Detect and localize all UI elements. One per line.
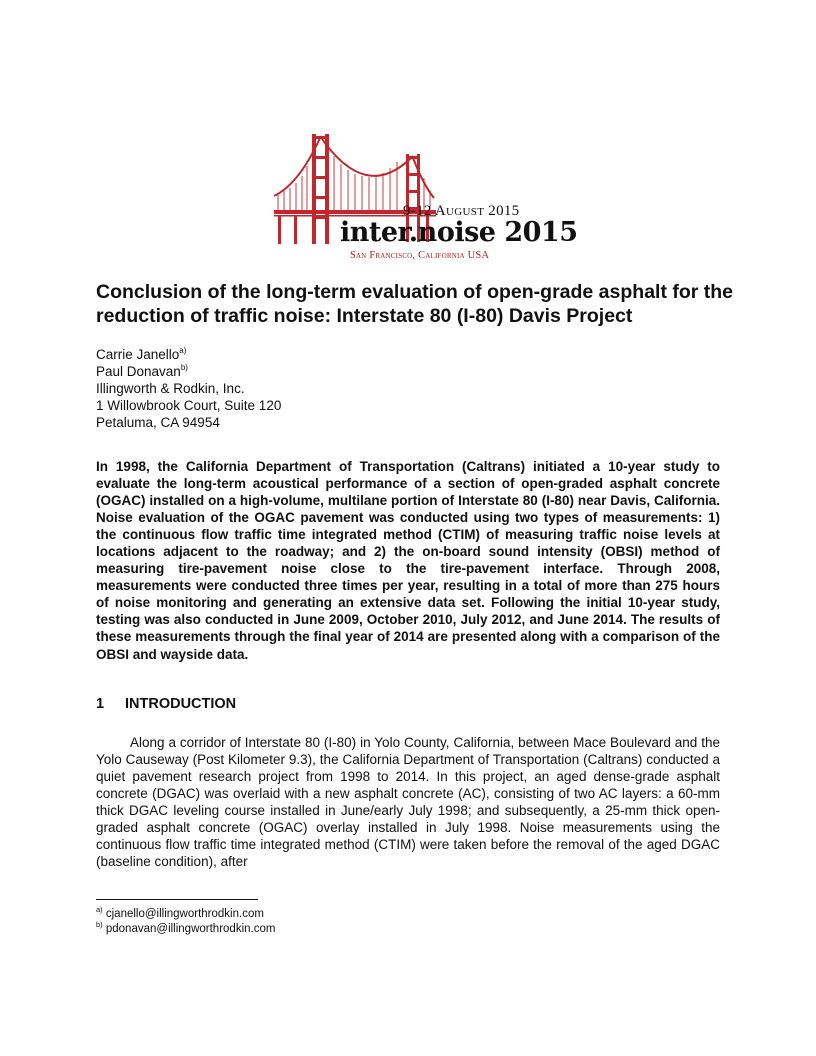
- conference-date: 9-12 August 2015: [403, 203, 520, 219]
- paper-title: Conclusion of the long-term evaluation of open-grade asphalt for the reduction of traffic noise: Interstate 80 (I-80) Davis Project: [96, 281, 734, 327]
- conference-location: San Francisco, California USA: [350, 250, 490, 261]
- abstract: In 1998, the California Department of Transportation (Caltrans) initiated a 10-year study to evaluate the long-term acoustical performance of a section of open-graded asphalt concrete (OGAC) installed on a high-volume, multilane portion of Interstate 80 (I-80) near Davis, California. Noise evaluation of the OGAC pavement was conducted using two types of measurements: 1) the continuous flow traffic time integrated method (CTIM) of measuring traffic noise levels at locations adjacent to the roadway; and 2) the on-board sound intensity (OBSI) method of measuring tire-pavement noise close to the tire-pavement interface. Through 2008, measurements were conducted three times per year, resulting in a total of more than 275 hours of noise monitoring and generating an extensive data set. Following the initial 10-year study, testing was also conducted in June 2009, October 2010, July 2012, and June 2014. The results of these measurements through the final year of 2014 are presented along with a comparison of the OBSI and wayside data.: [96, 459, 720, 662]
- footnote-divider: [96, 899, 258, 900]
- footnote-email[interactable]: pdonavan@illingworthrodkin.com: [105, 922, 276, 935]
- conference-name: inter.noise 2015: [340, 217, 578, 248]
- author-footnote-mark: b): [180, 363, 188, 372]
- affiliation-org: Illingworth & Rodkin, Inc.: [96, 381, 245, 396]
- intro-paragraph: Along a corridor of Interstate 80 (I-80) in Yolo County, California, between Mace Boulevard and the Yolo Causeway (Post Kilometer 9.3), the California Department of Transportation (Caltrans) conducted a quiet pavement research project from 1998 to 2014. In this project, an aged dense-grade asphalt concrete (DGAC) was overlaid with a new asphalt concrete (AC), consisting of two AC layers: a 60-mm thick DGAC leveling course installed in June/early July 1998; and subsequently, a 25-mm thick open-graded asphalt concrete (OGAC) overlay installed in July 1998. Noise measurements using the continuous flow traffic time integrated method (CTIM) were taken before the removal of the aged DGAC (baseline condition), after: [96, 735, 720, 870]
- author-name: Carrie Janello: [96, 347, 180, 362]
- author-line: [96, 346, 281, 363]
- author-footnote-mark: a): [179, 346, 187, 355]
- footnote-mark: b): [96, 919, 103, 929]
- affiliation-city: Petaluma, CA 94954: [96, 415, 220, 430]
- section-heading: [96, 696, 236, 712]
- section-number: 1: [96, 696, 105, 712]
- footnote: [96, 919, 276, 937]
- affiliation-address: 1 Willowbrook Court, Suite 120: [96, 398, 282, 413]
- footnote: [96, 907, 275, 922]
- author-name: Paul Donavan: [96, 364, 181, 379]
- author-line: [96, 363, 281, 380]
- conference-logo: [274, 126, 578, 266]
- footnote-email[interactable]: cjanello@illingworthrodkin.com: [105, 908, 264, 920]
- section-title: INTRODUCTION: [125, 696, 237, 712]
- footnotes: [96, 907, 275, 936]
- footnote-mark: a): [96, 905, 103, 914]
- author-block: [96, 346, 281, 431]
